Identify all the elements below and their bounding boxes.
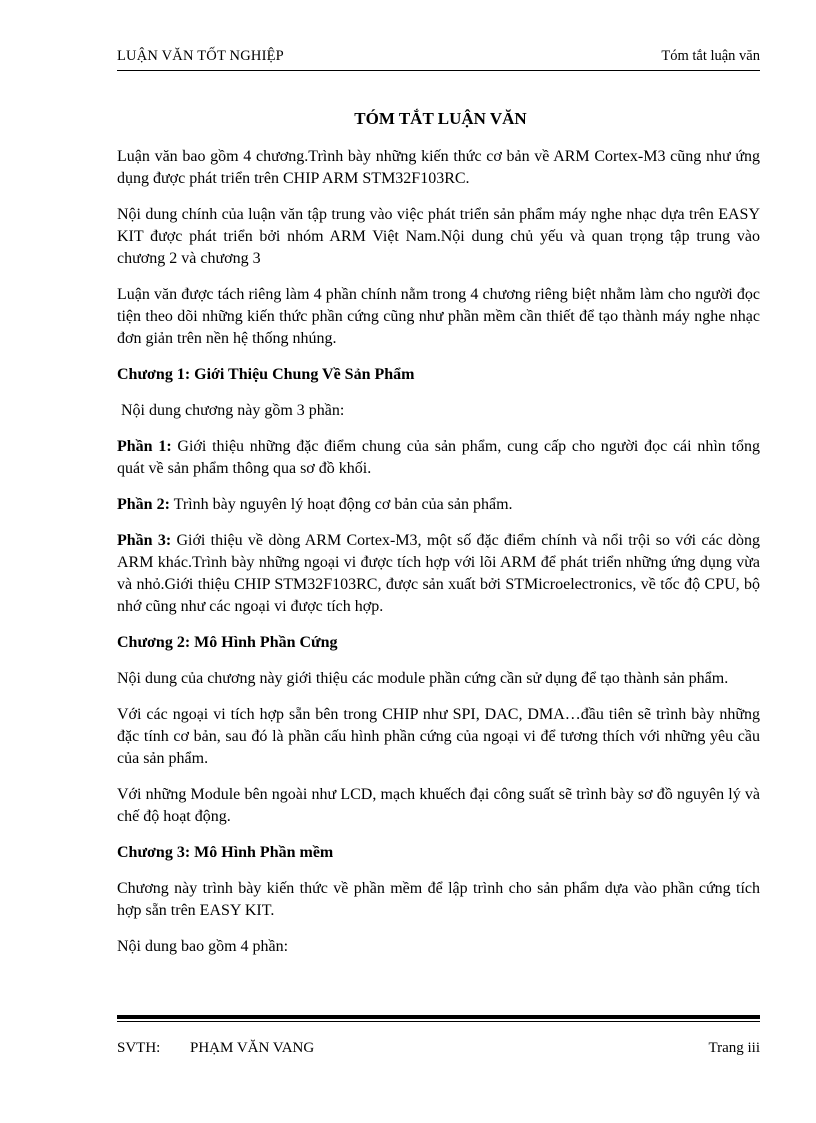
footer-svth-label: SVTH: — [117, 1040, 161, 1056]
page-content — [117, 108, 760, 972]
part-3-text: Giới thiệu về dòng ARM Cortex-M3, một số đặc điểm chính và nổi trội so với các dòng ARM khác.Trình bày những ngoại vi được tích hợp với lõi ARM để phát triển những ứng dụng vừa và nhỏ.Giới thiệu CHIP STM32F103RC, được sản xuất bởi STMicroelectronics, về tốc độ CPU, bộ nhớ cũng như các ngoại vi được tích hợp. — [117, 532, 760, 615]
part-1-label: Phần 1: — [117, 438, 172, 455]
chapter-2-paragraph-1: Nội dung của chương này giới thiệu các module phần cứng cần sử dụng để tạo thành sản phẩm. — [117, 670, 729, 687]
chapter-3-heading: Chương 3: Mô Hình Phần mềm — [117, 844, 334, 861]
chapter-2-paragraph-3: Với những Module bên ngoài như LCD, mạch khuếch đại công suất sẽ trình bày sơ đồ nguyên lý và chế độ hoạt động. — [117, 786, 760, 825]
summary-paragraph-1: Luận văn bao gồm 4 chương.Trình bày những kiến thức cơ bản về ARM Cortex-M3 cũng như ứng dụng được phát triển trên CHIP ARM STM32F103RC. — [117, 148, 760, 187]
footer-student-name: PHẠM VĂN VANG — [190, 1040, 315, 1056]
header-section-label: Tóm tắt luận văn — [661, 48, 760, 64]
chapter-1-intro: Nội dung chương này gồm 3 phần: — [121, 402, 345, 419]
chapter-2-heading: Chương 2: Mô Hình Phần Cứng — [117, 634, 338, 651]
chapter-1-heading: Chương 1: Giới Thiệu Chung Về Sản Phẩm — [117, 366, 415, 383]
page-title: TÓM TẮT LUẬN VĂN — [354, 109, 527, 128]
chapter-2-paragraph-2: Với các ngoại vi tích hợp sẵn bên trong CHIP như SPI, DAC, DMA…đầu tiên sẽ trình bày những đặc tính cơ bản, sau đó là phần cấu hình phần cứng của ngoại vi để tương thích với những yêu cầu của sản phẩm. — [117, 706, 760, 767]
part-1-text: Giới thiệu những đặc điểm chung của sản phẩm, cung cấp cho người đọc cái nhìn tổng quát về sản phẩm thông qua sơ đồ khối. — [117, 438, 760, 477]
summary-paragraph-2: Nội dung chính của luận văn tập trung vào việc phát triển sản phẩm máy nghe nhạc dựa trên EASY KIT được phát triển bởi nhóm ARM Việt Nam.Nội dung chủ yếu và quan trọng tập trung vào chương 2 và chương 3 — [117, 206, 760, 267]
part-3-label: Phần 3: — [117, 532, 172, 549]
footer-rule-thin — [117, 1021, 760, 1022]
part-2-text: Trình bày nguyên lý hoạt động cơ bản của sản phẩm. — [169, 496, 513, 513]
summary-paragraph-3: Luận văn được tách riêng làm 4 phần chính nằm trong 4 chương riêng biệt nhằm làm cho người đọc tiện theo dõi những kiến thức phần cứng cũng như phần mềm cần thiết để tạo thành máy nghe nhạc đơn giản trên nền hệ thống nhúng. — [117, 286, 760, 347]
footer-rule-thick — [117, 1015, 760, 1019]
part-2-label: Phần 2: — [117, 496, 170, 513]
chapter-1-part-2 — [117, 494, 760, 516]
chapter-3-paragraph-1: Chương này trình bày kiến thức về phần mềm để lập trình cho sản phẩm dựa vào phần cứng tích hợp sẵn trên EASY KIT. — [117, 880, 760, 919]
chapter-1-part-3 — [117, 530, 760, 618]
footer-page-number: Trang iii — [708, 1040, 760, 1056]
page-header — [117, 46, 760, 71]
chapter-3-paragraph-2: Nội dung bao gồm 4 phần: — [117, 938, 289, 955]
chapter-1-part-1 — [117, 436, 760, 480]
header-thesis-label: LUẬN VĂN TỐT NGHIỆP — [117, 48, 284, 64]
